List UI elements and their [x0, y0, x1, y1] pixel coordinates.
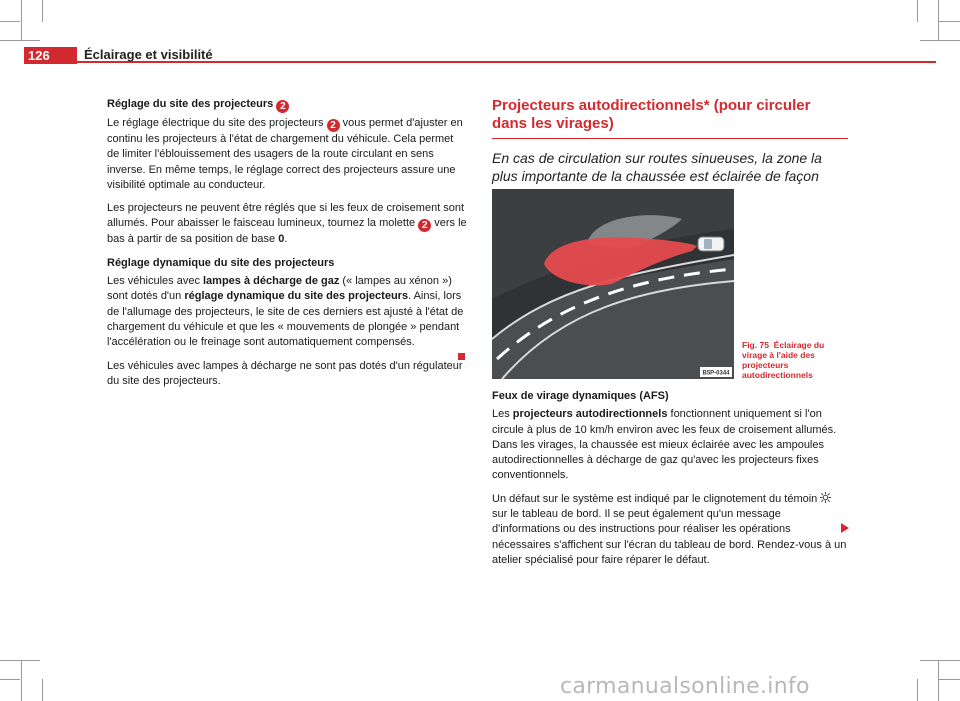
reference-badge: 2 [418, 219, 431, 232]
crop-mark [21, 660, 22, 701]
section-heading: Réglage dynamique du site des projecteurs [107, 256, 335, 269]
crop-mark [917, 679, 918, 701]
page-header [24, 47, 936, 64]
figure-code: B5P-0344 [702, 370, 730, 377]
headlight-warning-icon [820, 492, 831, 503]
paragraph: Les projecteurs ne peuvent être réglés que si les feux de croisement sont allumés. Pour abaisser le faisceau lumineux, tournez la molette 2 vers le bas à partir de sa position de base 0. [107, 202, 467, 246]
crop-mark [21, 0, 22, 40]
continue-arrow-icon [841, 523, 849, 533]
crop-mark [0, 660, 40, 661]
crop-mark [938, 21, 960, 22]
crop-mark [0, 21, 20, 22]
section-end-marker [458, 353, 465, 360]
crop-mark [920, 660, 960, 661]
section-heading: Réglage du site des projecteurs 2 [107, 97, 467, 113]
figure-caption: Fig. 75 Éclairage du virage à l'aide des projecteurs autodirectionnels [742, 340, 825, 380]
road-curve-illustration [492, 189, 734, 379]
crop-mark [0, 679, 20, 680]
headlight-illustration [492, 189, 734, 379]
watermark: carmanualsonline.info [560, 674, 810, 699]
paragraph: Les projecteurs autodirectionnels fonctionnent uniquement si l'on circule à plus de 10 km/h environ avec les feux de croisement allumés. Dans les virages, la chaussée est mieux éclairée avec les ampoules autodirectionnelles à décharge de gaz qu'avec les projecteurs fixes conventionnels. [492, 408, 837, 482]
crop-mark [938, 679, 960, 680]
paragraph: Les véhicules avec lampes à décharge de gaz (« lampes au xénon ») sont dotés d'un réglage dynamique du site des projecteurs. Ainsi, lors de l'allumage des projecteurs, le site de ces derniers est ajusté à l'état de chargement du véhicule et que les « mouvements de plongée » pendant l'accélération ou le freinage sont automatiquement compensés. [107, 275, 464, 349]
crop-mark [0, 40, 40, 41]
crop-mark [920, 40, 960, 41]
paragraph: Les véhicules avec lampes à décharge ne sont pas dotés d'un régulateur du site des projecteurs. [107, 359, 463, 387]
page-number-tab [24, 47, 77, 64]
right-column [492, 97, 848, 203]
chapter-title: Éclairage et visibilité [84, 47, 213, 62]
left-column [107, 97, 467, 397]
lead-text: En cas de circulation sur routes sinueuses, la zone la plus importante de la chaussée est éclairée de façon [492, 150, 822, 184]
crop-mark [917, 0, 918, 22]
right-body [492, 389, 848, 576]
reference-badge: 2 [276, 100, 289, 113]
section-title: Projecteurs autodirectionnels* (pour circuler dans les virages) [492, 97, 811, 132]
crop-mark [938, 660, 939, 701]
reference-badge: 2 [327, 119, 340, 132]
crop-mark [42, 679, 43, 701]
section-heading: Feux de virage dynamiques (AFS) [492, 390, 669, 402]
page-number: 126 [28, 48, 50, 63]
title-rule [492, 138, 848, 139]
crop-mark [42, 0, 43, 22]
paragraph: Le réglage électrique du site des projecteurs 2 vous permet d'ajuster en continu les projecteurs à l'état de chargement du véhicule. Cela permet de limiter l'éblouissement des usagers de la route circulant en sens inverse. En même temps, le réglage correct des projecteurs assure une visibilité optimale au conducteur. [107, 117, 463, 191]
paragraph: Un défaut sur le système est indiqué par le clignotement du témoin sur le tableau de bord. Il se peut également qu'un message d'informations ou des instructions pour réaliser les opérations nécessaires s'affichent sur l'écran du tableau de bord. Rendez-vous à un atelier spécialisé pour faire réparer le défaut. [492, 492, 847, 566]
crop-mark [938, 0, 939, 40]
